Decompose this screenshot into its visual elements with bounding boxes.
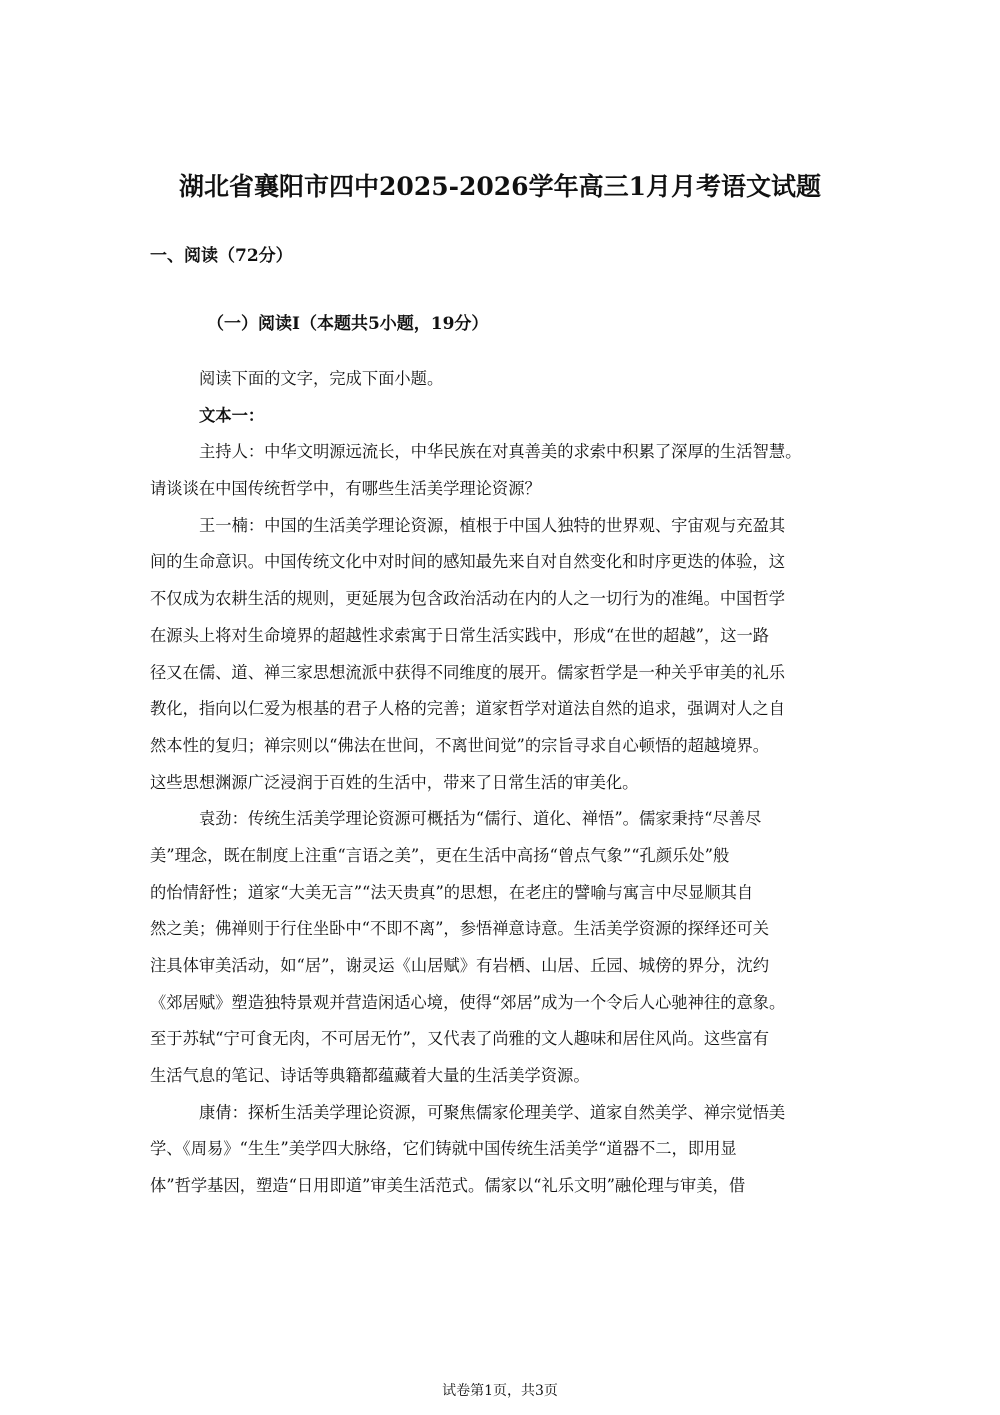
paragraph-line: 在源头上将对生命境界的超越性求索寓于日常生活实践中，形成“在世的超越”，这一路 [150,625,770,645]
text-one-label: 文本一： [199,405,265,425]
paragraph-line: 教化，指向以仁爱为根基的君子人格的完善；道家哲学对道法自然的追求，强调对人之自 [150,699,785,719]
paragraph-line: 康倩：探析生活美学理论资源，可聚焦儒家伦理美学、道家自然美学、禅宗觉悟美 [199,1102,786,1122]
paragraph-line: 请谈谈在中国传统哲学中，有哪些生活美学理论资源？ [150,479,541,499]
paragraph-line: 不仅成为农耕生活的规则，更延展为包含政治活动在内的人之一切行为的准绳。中国哲学 [150,589,785,609]
paragraph-line: 袁劲：传统生活美学理论资源可概括为“儒行、道化、禅悟”。儒家秉持“尽善尽 [199,809,762,829]
paragraph-line: 生活气息的笔记、诗话等典籍都蕴藏着大量的生活美学资源。 [150,1066,590,1086]
paragraph-line: 美”理念，既在制度上注重“言语之美”，更在生活中高扬“曾点气象”“孔颜乐处”般 [150,845,730,865]
paragraph-line: 至于苏轼“宁可食无肉，不可居无竹”，又代表了尚雅的文人趣味和居住风尚。这些富有 [150,1029,770,1049]
paragraph-line: 主持人：中华文明源远流长，中华民族在对真善美的求索中积累了深厚的生活智慧。 [199,442,802,462]
section-heading: 一、阅读（72分） [150,246,293,266]
paragraph-line: 这些思想渊源广泛浸润于百姓的生活中，带来了日常生活的审美化。 [150,772,639,792]
paragraph-line: 《郊居赋》塑造独特景观并营造闲适心境，使得“郊居”成为一个令后人心驰神往的意象。 [150,992,786,1012]
paragraph-line: 体”哲学基因，塑造“日用即道”审美生活范式。儒家以“礼乐文明”融伦理与审美，借 [150,1176,746,1196]
passage-body [150,366,850,1210]
paragraph-line: 然本性的复归；禅宗则以“佛法在世间，不离世间觉”的宗旨寻求自心顿悟的超越境界。 [150,735,770,755]
instruction-line: 阅读下面的文字，完成下面小题。 [199,369,444,388]
paragraph-line: 王一楠：中国的生活美学理论资源，植根于中国人独特的世界观、宇宙观与充盈其 [199,515,786,535]
paragraph-line: 然之美；佛禅则于行住坐卧中“不即不离”，参悟禅意诗意。生活美学资源的探绎还可关 [150,919,770,939]
paragraph-line: 注具体审美活动，如“居”，谢灵运《山居赋》有岩栖、山居、丘园、城傍的界分，沈约 [150,956,770,975]
paragraph-line: 的怡情舒性；道家“大美无言”“法天贵真”的思想，在老庄的譬喻与寓言中尽显顺其自 [150,882,754,902]
paragraph-line: 学、《周易》“生生”美学四大脉络，它们铸就中国传统生活美学“道器不二，即用显 [150,1139,737,1159]
paragraph-line: 间的生命意识。中国传统文化中对时间的感知最先来自对自然变化和时序更迭的体验，这 [150,552,785,572]
page-footer: 试卷第1页，共3页 [442,1383,558,1399]
sub-heading: （一）阅读Ⅰ（本题共5小题，19分） [207,314,489,334]
paragraph-line: 径又在儒、道、禅三家思想流派中获得不同维度的展开。儒家哲学是一种关乎审美的礼乐 [150,662,785,682]
page-title: 湖北省襄阳市四中2025-2026学年高三1月月考语文试题 [179,172,821,201]
